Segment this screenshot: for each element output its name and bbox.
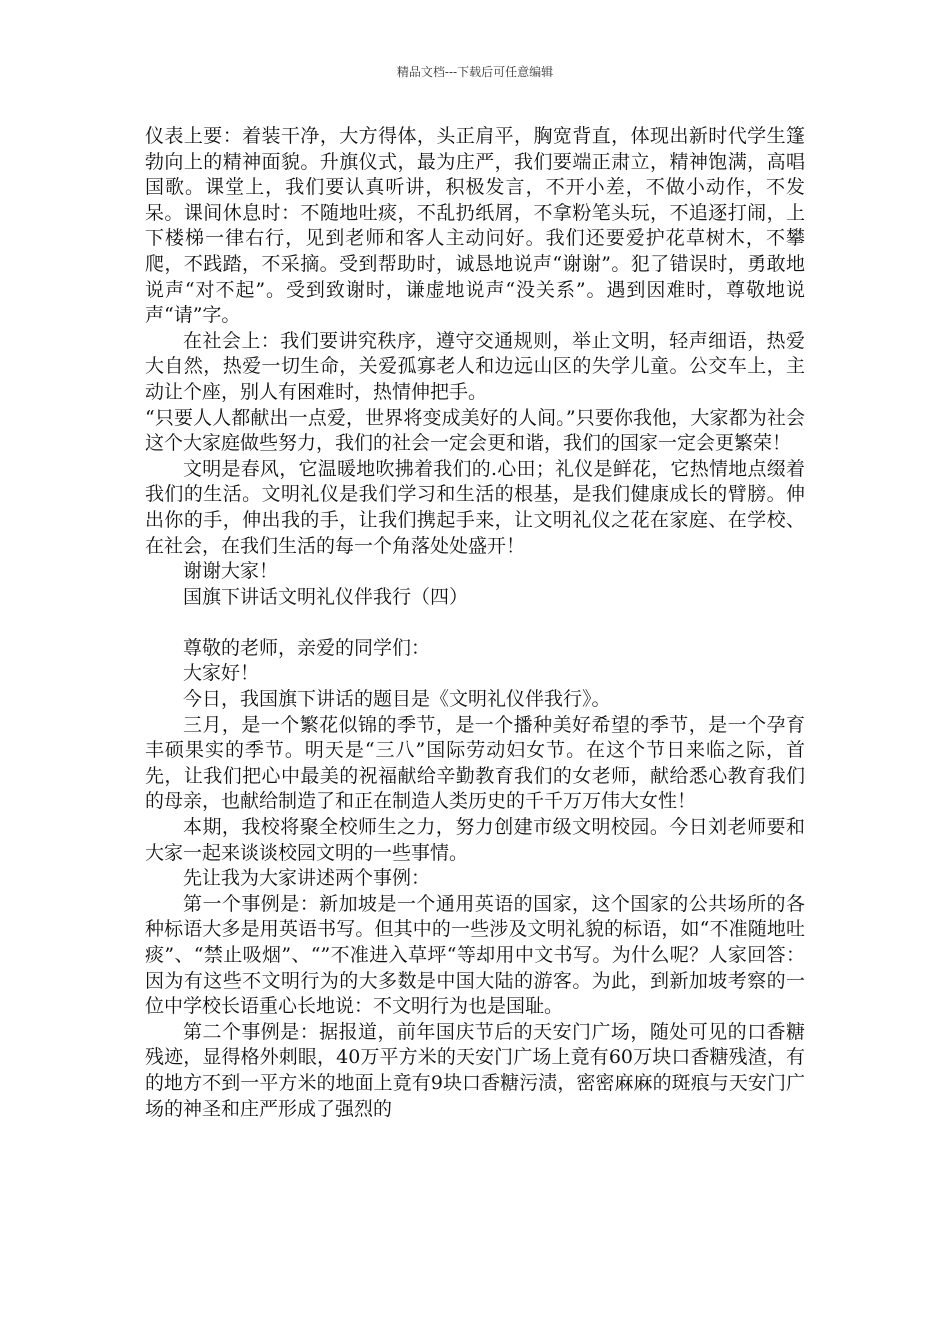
paragraph-civilization-spring: 文明是春风，它温暖地吹拂着我们的.心田；礼仪是鲜花，它热情地点缀着我们的生活。文明礼仪是我们学习和生活的根基，是我们健康成长的臂膀。伸出你的手，伸出我的手，让我们携起手来，让文明礼仪之花在家庭、在学校、在社会，在我们生活的每一个角落处处盛开！ <box>145 457 805 557</box>
paragraph-two-examples: 先让我为大家讲述两个事例： <box>183 867 431 890</box>
paragraph-etiquette-school: 仪表上要：着装干净，大方得体，头正肩平，胸宽背直，体现出新时代学生篷勃向上的精神面貌。升旗仪式，最为庄严，我们要端正肃立，精神饱满，高唱国歌。课堂上，我们要认真听讲，积极发言，不开小差，不做小动作，不发呆。课间休息时：不随地吐痰，不乱扔纸屑，不拿粉笔头玩，不追逐打闹，上下楼梯一律右行，见到老师和客人主动问好。我们还要爱护花草树木，不攀爬，不践踏，不采摘。受到帮助时，诚恳地说声“谢谢”。犯了错误时，勇敢地说声“对不起”。受到致谢时，谦虚地说声“没关系”。遇到因难时，尊敬地说声“请”字。 <box>145 125 805 327</box>
section-title-speech-four: 国旗下讲话文明礼仪伴我行（四） <box>183 585 469 608</box>
paragraph-etiquette-society: 在社会上：我们要讲究秩序，遵守交通规则，举止文明，轻声细语，热爱大自然，热爱一切生命，关爱孤寡老人和边远山区的失学儿童。公交车上，主动让个座，别人有困难时，热情伸把手。 <box>145 329 805 403</box>
paragraph-example-singapore: 第一个事例是：新加坡是一个通用英语的国家，这个国家的公共场所的各种标语大多是用英语书写。但其中的一些涉及文明礼貌的标语，如“不准随地吐痰”、“禁止吸烟”、“”不准进入草坪“等却用中文书写。为什么呢？人家回答：因为有这些不文明行为的大多数是中国大陆的游客。为此，到新加坡考察的一位中学校长语重心长地说：不文明行为也是国耻。 <box>145 892 805 1018</box>
paragraph-campus: 本期，我校将聚全校师生之力，努力创建市级文明校园。今日刘老师要和大家一起来谈谈校园文明的一些事情。 <box>145 816 805 864</box>
paragraph-thanks: 谢谢大家！ <box>183 560 279 583</box>
paragraph-march: 三月，是一个繁花似锦的季节，是一个播种美好希望的季节，是一个孕育丰硕果实的季节。明天是“三八”国际劳动妇女节。在这个节日来临之际，首先，让我们把心中最美的祝福献给辛勤教育我们的女老师，献给悉心教育我们的母亲，也献给制造了和正在制造人类历史的千千万万伟大女性！ <box>145 713 805 813</box>
document-body <box>145 124 805 1122</box>
paragraph-greeting: 大家好！ <box>183 662 260 685</box>
page-header: 精品文档---下载后可任意编辑 <box>396 65 554 79</box>
paragraph-salutation: 尊敬的老师，亲爱的同学们： <box>183 636 431 659</box>
paragraph-topic: 今日，我国旗下讲话的题目是《文明礼仪伴我行》。 <box>183 688 611 711</box>
paragraph-example-tiananmen: 第二个事例是：据报道，前年国庆节后的天安门广场，随处可见的口香糖残迹，显得格外刺眼，40万平方米的天安门广场上竟有60万块口香糖残渣，有的地方不到一平方米的地面上竟有9块口香糖污渍，密密麻麻的斑痕与天安门广场的神圣和庄严形成了强烈的 <box>145 1020 805 1120</box>
blank-line <box>145 610 805 636</box>
paragraph-quote-love: “只要人人都献出一点爱，世界将变成美好的人间。”只要你我他，大家都为社会这个大家庭做些努力，我们的社会一定会更和谐，我们的国家一定会更繁荣！ <box>145 406 805 455</box>
